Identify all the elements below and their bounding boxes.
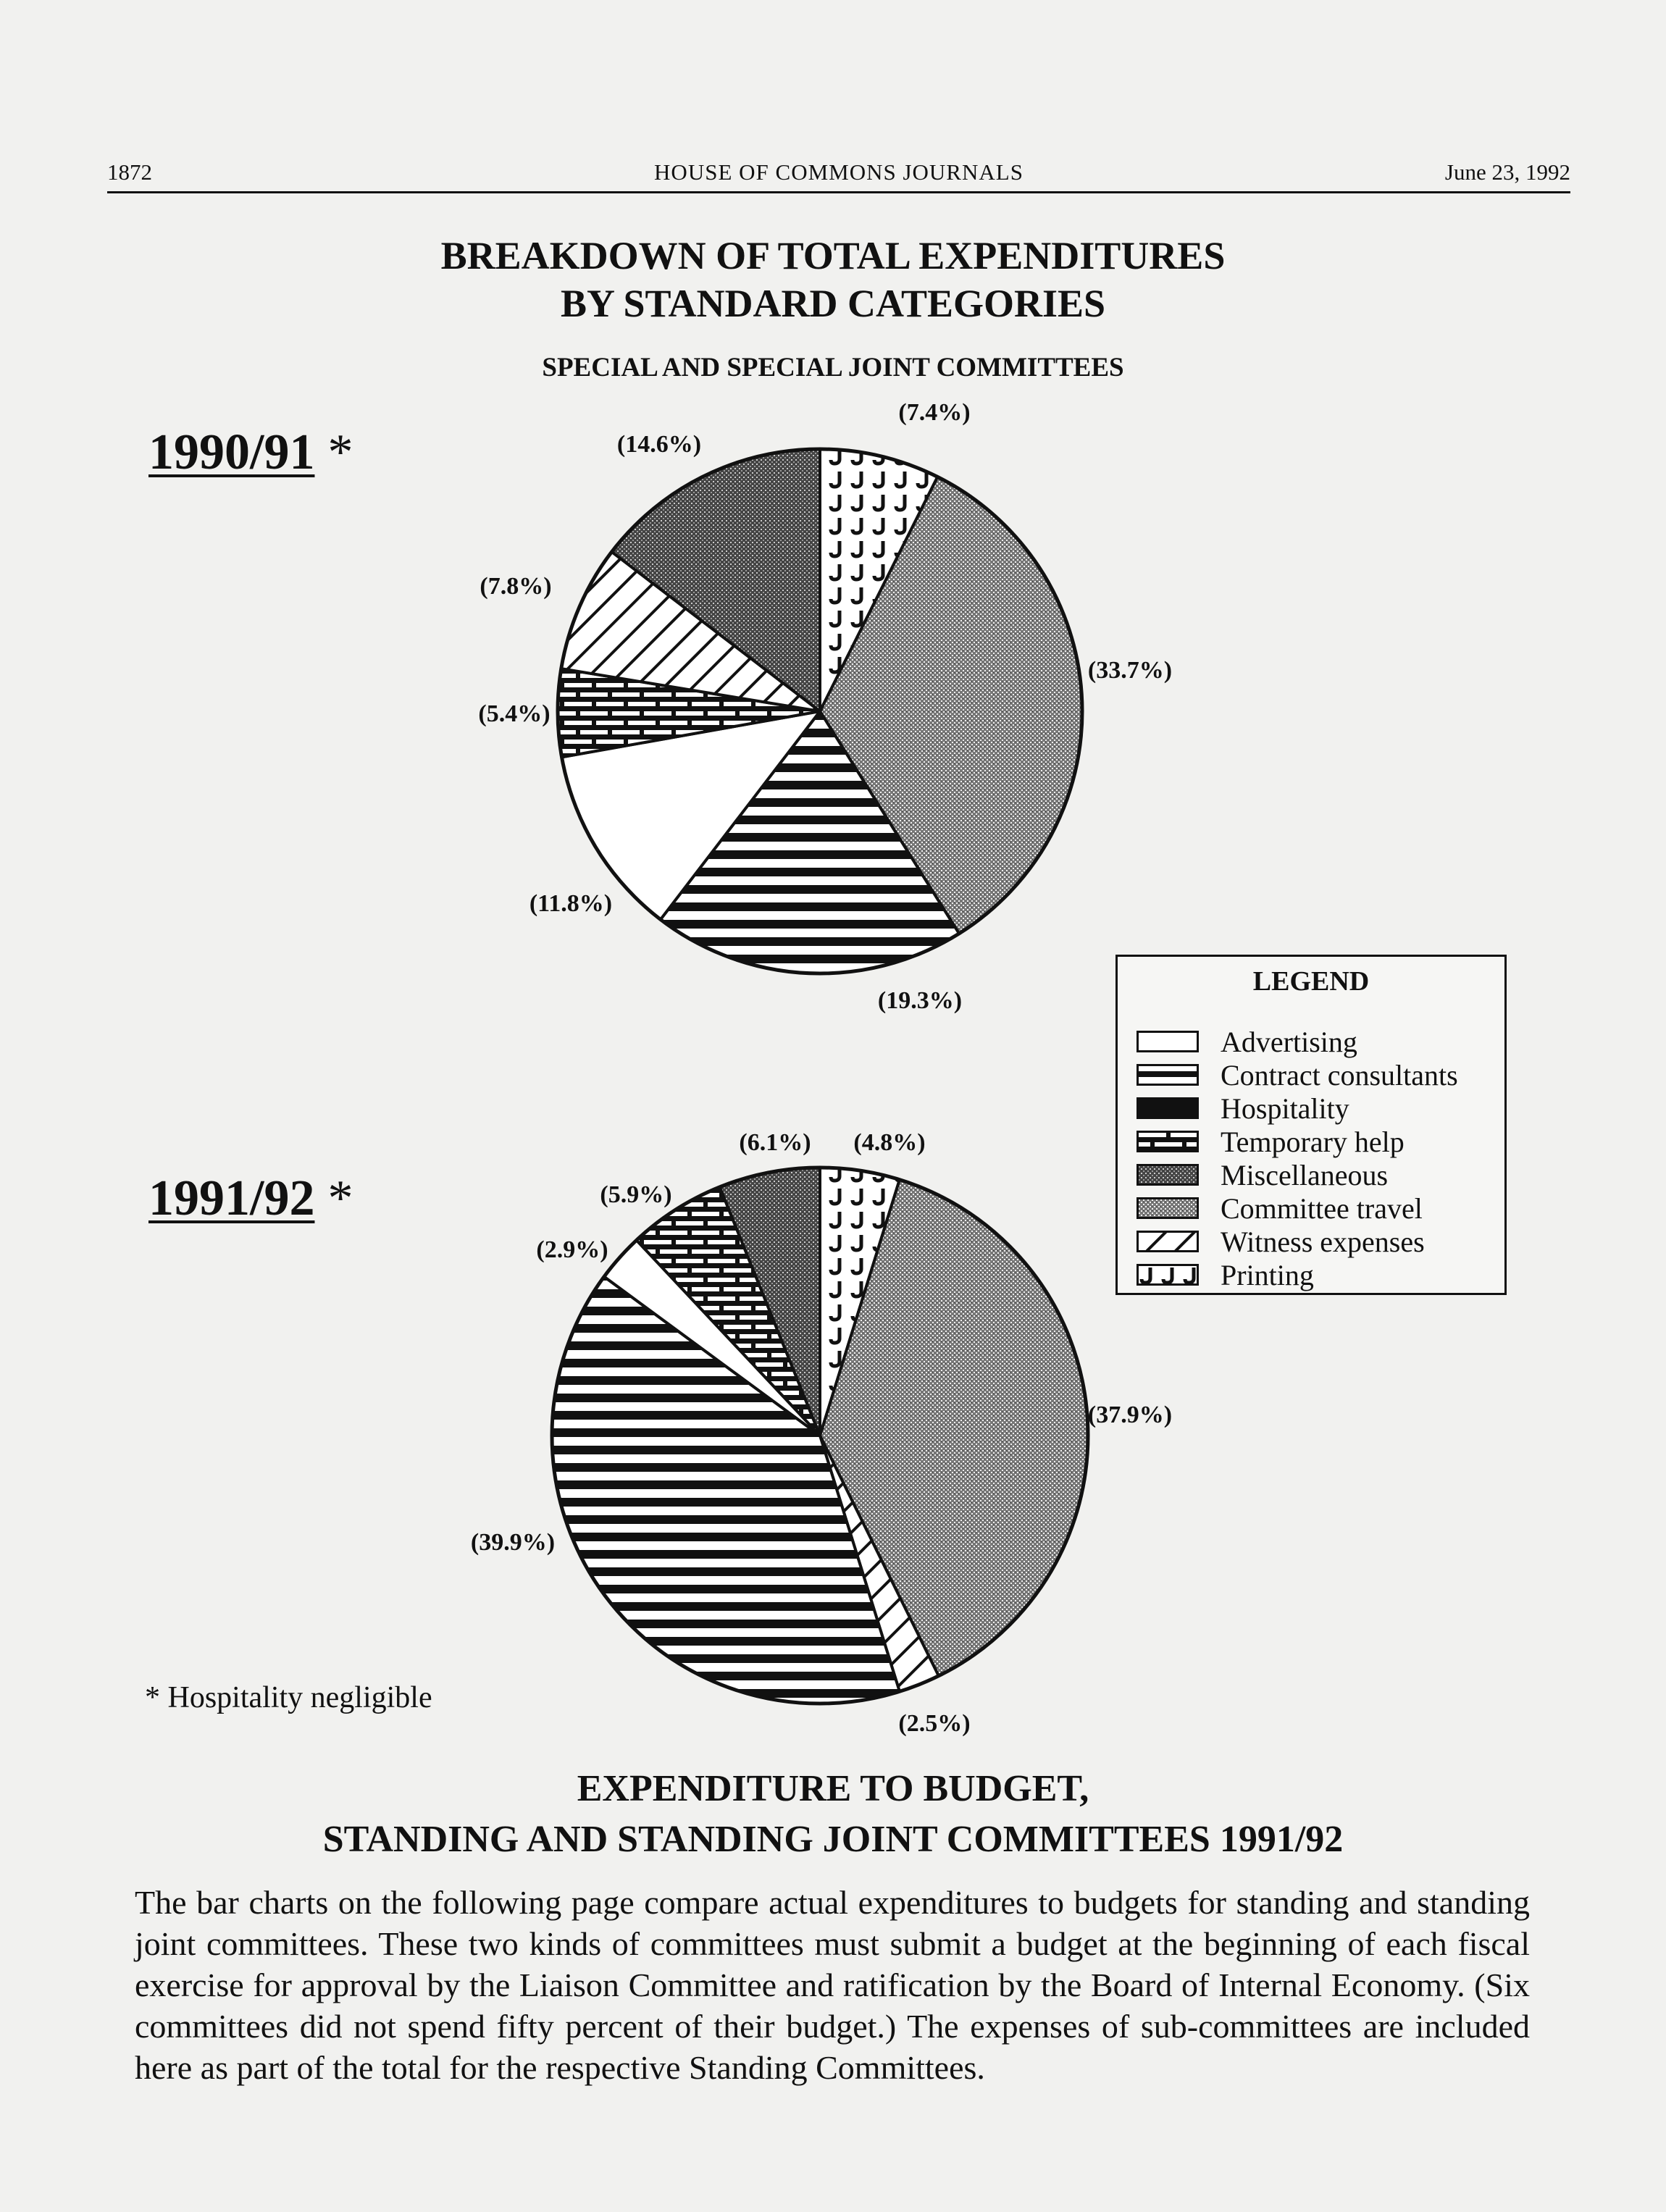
- witness-expenses-swatch-icon: [1137, 1231, 1199, 1252]
- legend: [1115, 955, 1507, 1295]
- legend-item-hospitality: [1137, 1092, 1349, 1125]
- legend-item-committee-travel: [1137, 1191, 1423, 1225]
- pie-label-committee-travel: (33.7%): [1087, 657, 1173, 684]
- legend-item-contract-consultants: [1137, 1058, 1458, 1092]
- pie-label-temporary-help: (5.9%): [600, 1181, 672, 1208]
- legend-title: LEGEND: [1252, 966, 1370, 997]
- legend-label: Printing: [1221, 1258, 1314, 1291]
- legend-label: Contract consultants: [1221, 1058, 1458, 1092]
- year-label-1990-91: [148, 424, 353, 482]
- pie-label-miscellaneous: (6.1%): [739, 1129, 811, 1156]
- pie-label-miscellaneous: (14.6%): [616, 431, 702, 458]
- temporary-help-swatch-icon: [1137, 1131, 1199, 1152]
- year-label-1991-92: [148, 1170, 353, 1228]
- year-label-text: 1991/92: [148, 1170, 315, 1226]
- pie-label-printing: (4.8%): [853, 1129, 926, 1156]
- legend-item-printing: [1137, 1258, 1314, 1291]
- legend-label: Committee travel: [1221, 1191, 1423, 1225]
- hospitality-swatch-icon: [1137, 1097, 1199, 1119]
- committee-travel-swatch-icon: [1137, 1197, 1199, 1219]
- asterisk-mark: *: [327, 424, 353, 480]
- chart-subtitle: SPECIAL AND SPECIAL JOINT COMMITTEES: [542, 353, 1124, 382]
- asterisk-mark: *: [327, 1170, 353, 1226]
- pie-label-contract-consultants: (39.9%): [470, 1529, 556, 1556]
- legend-label: Witness expenses: [1221, 1225, 1425, 1258]
- footnote: * Hospitality negligible: [145, 1681, 432, 1714]
- page-number: 1872: [107, 159, 152, 185]
- pie-label-advertising: (2.9%): [536, 1236, 608, 1263]
- contract-consultants-swatch-icon: [1137, 1064, 1199, 1086]
- legend-label: Miscellaneous: [1221, 1158, 1389, 1191]
- pie-label-temporary-help: (5.4%): [478, 700, 551, 727]
- year-label-text: 1990/91: [148, 424, 315, 480]
- legend-item-witness-expenses: [1137, 1225, 1425, 1258]
- page-header: [107, 159, 1570, 190]
- legend-item-advertising: [1137, 1025, 1357, 1058]
- section-title-line1: EXPENDITURE TO BUDGET,: [577, 1768, 1089, 1809]
- pie-chart-1991-92: [435, 1115, 1231, 1753]
- chart-title: [217, 232, 1449, 327]
- legend-item-miscellaneous: [1137, 1158, 1388, 1191]
- header-date: June 23, 1992: [1444, 159, 1570, 185]
- pie-label-witness-expenses: (7.8%): [480, 573, 552, 600]
- pie-label-advertising: (11.8%): [529, 890, 613, 917]
- pie-label-contract-consultants: (19.3%): [877, 987, 963, 1014]
- chart-title-line1: BREAKDOWN OF TOTAL EXPENDITURES: [440, 234, 1226, 277]
- advertising-swatch-icon: [1137, 1031, 1199, 1052]
- pie-label-printing: (7.4%): [898, 399, 971, 426]
- pie-label-committee-travel: (37.9%): [1087, 1402, 1173, 1428]
- legend-item-temporary-help: [1137, 1125, 1405, 1158]
- pie-label-witness-expenses: (2.5%): [898, 1710, 971, 1737]
- legend-label: Temporary help: [1221, 1125, 1405, 1158]
- header-rule: [107, 191, 1570, 193]
- printing-swatch-icon: [1137, 1264, 1199, 1286]
- miscellaneous-swatch-icon: [1137, 1164, 1199, 1186]
- section-title-line2: STANDING AND STANDING JOINT COMMITTEES 1991/92: [322, 1819, 1344, 1860]
- journal-title: HOUSE OF COMMONS JOURNALS: [654, 159, 1024, 185]
- section-body: The bar charts on the following page compare actual expenditures to budgets for standing and standing joint committees. These two kinds of committees must submit a budget at the beginning of each fiscal exercise for approval by the Liaison Committee and ratification by the Board of Internal Economy. (Six committees did not spend fifty percent of their budget.) The expenses of sub-committees are included here as part of the total for the respective Standing Committees.: [135, 1884, 1530, 2086]
- legend-label: Advertising: [1221, 1025, 1357, 1058]
- legend-label: Hospitality: [1221, 1092, 1349, 1125]
- chart-title-line2: BY STANDARD CATEGORIES: [560, 282, 1106, 325]
- pie-chart-1990-91: [435, 398, 1231, 1036]
